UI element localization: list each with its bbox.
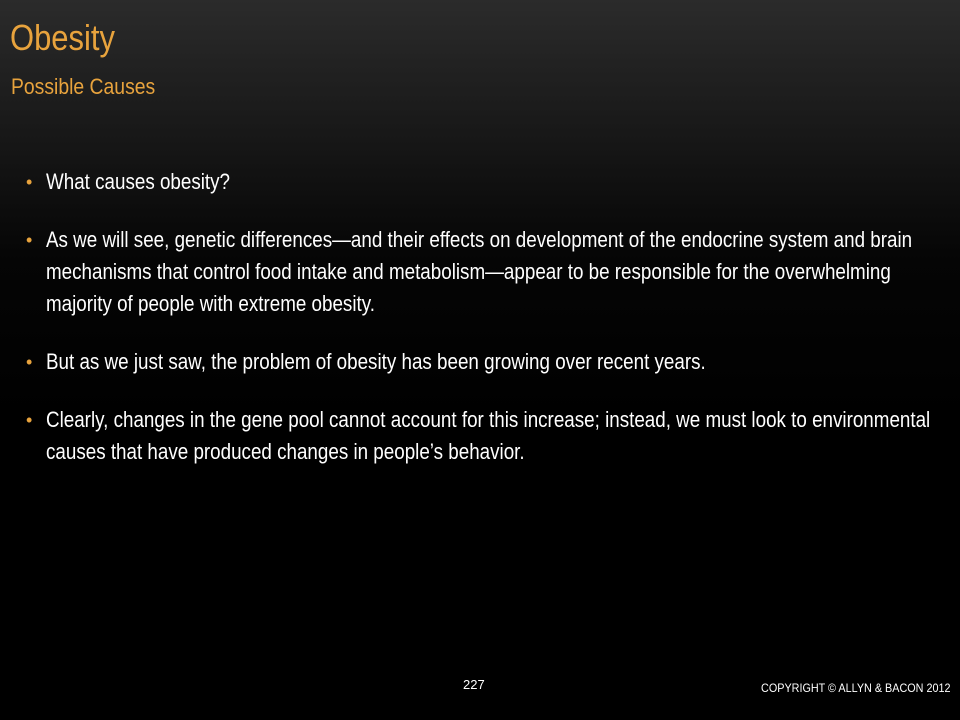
slide-title: Obesity (10, 17, 115, 58)
bullet-item (26, 346, 960, 378)
bullet-icon: • (26, 352, 33, 372)
bullet-item (26, 166, 960, 198)
bullet-text: As we will see, genetic differences—and their effects on development of the endocrine system and brain mechanisms that control food intake and metabolism—appear to be responsible for the overwhelming majority of people with extreme obesity. (46, 227, 913, 316)
page-number: 227 (463, 677, 485, 692)
bullet-text: What causes obesity? (46, 169, 231, 194)
bullet-list (26, 166, 960, 494)
bullet-item (26, 224, 960, 320)
copyright-notice: COPYRIGHT © ALLYN & BACON 2012 (760, 681, 950, 695)
bullet-text: Clearly, changes in the gene pool cannot account for this increase; instead, we must look to environmental causes that have produced changes in people’s behavior. (46, 407, 931, 464)
bullet-item (26, 404, 960, 468)
bullet-text: But as we just saw, the problem of obesity has been growing over recent years. (46, 349, 706, 374)
bullet-icon: • (26, 230, 33, 250)
slide-subtitle: Possible Causes (11, 74, 156, 99)
bullet-icon: • (26, 410, 33, 430)
bullet-icon: • (26, 172, 33, 192)
